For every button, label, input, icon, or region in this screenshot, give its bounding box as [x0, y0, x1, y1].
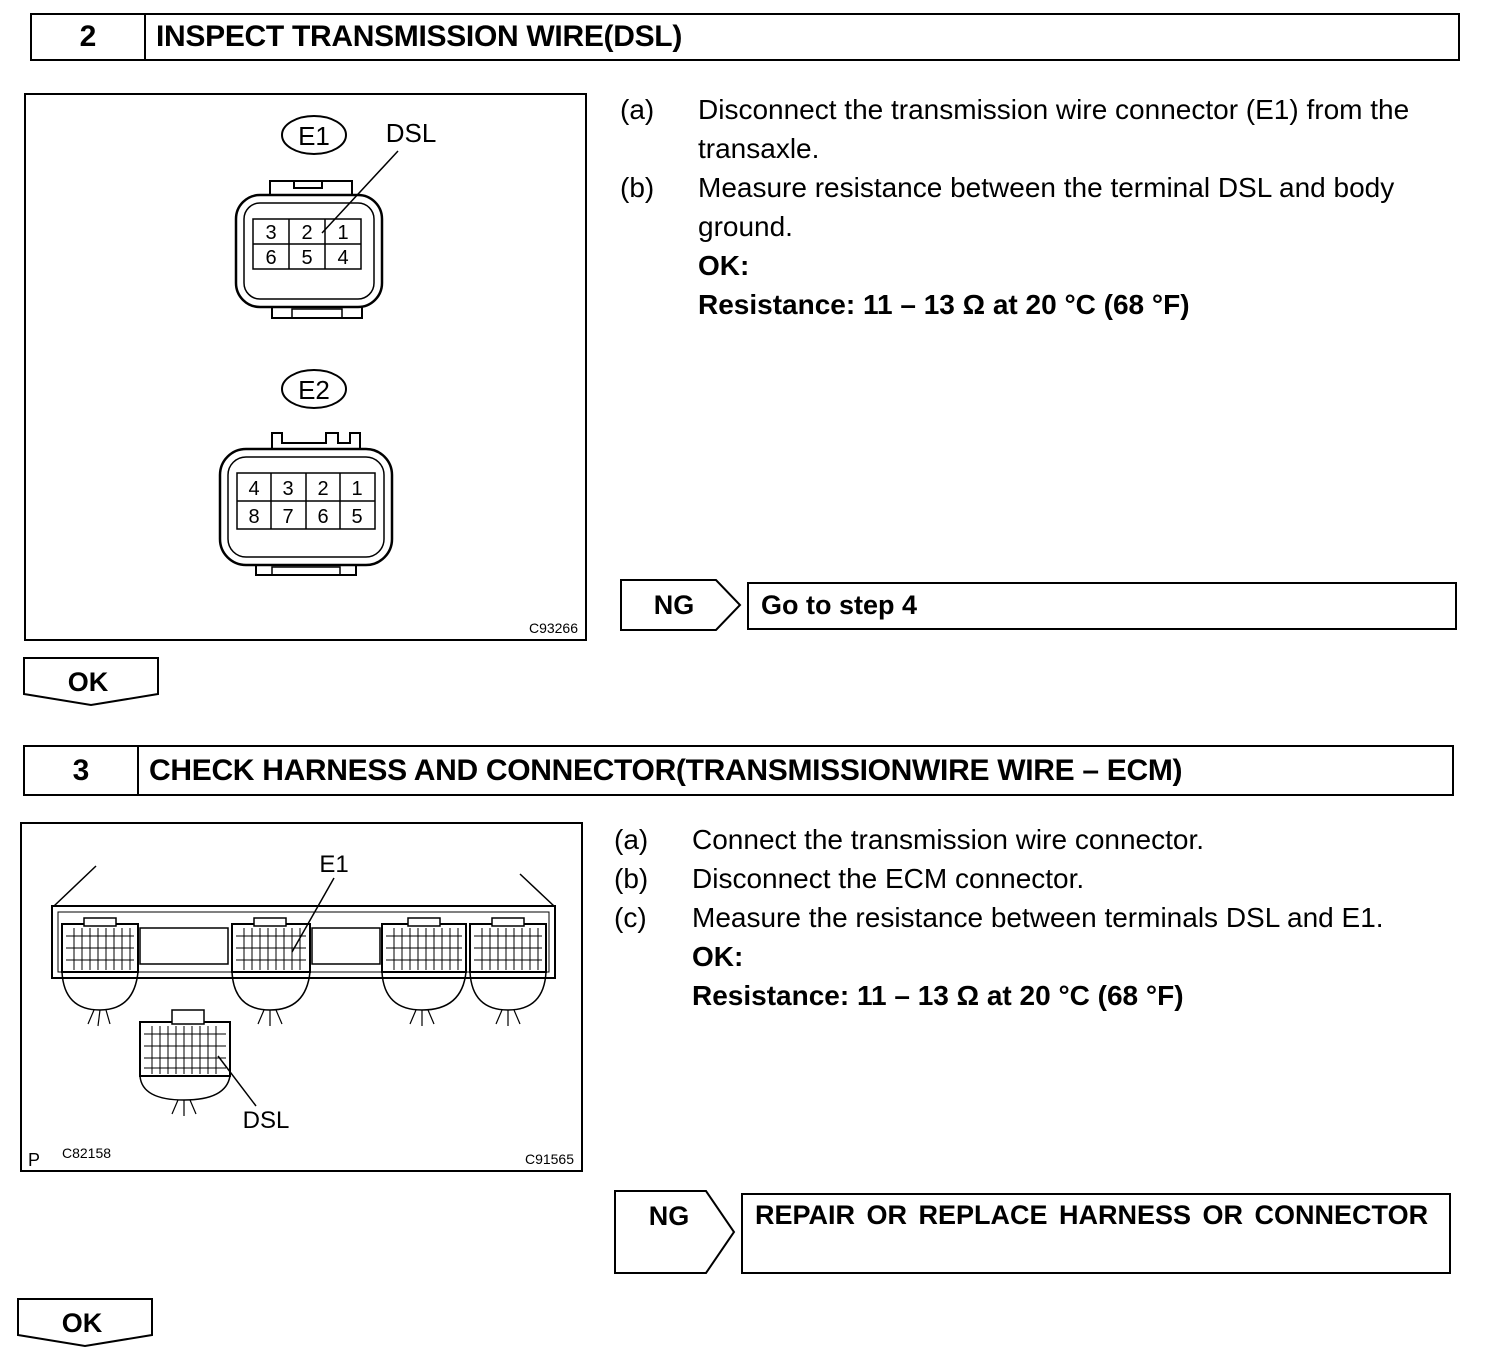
instruction-text: Connect the transmission wire connector.: [692, 824, 1205, 855]
step2-figure: [24, 93, 587, 641]
instruction-label: (a): [614, 824, 649, 855]
ng-action-text: Go to step 4: [761, 590, 918, 620]
ng-action-text: REPAIR OR REPLACE HARNESS OR CONNECTOR: [755, 1200, 1429, 1230]
figure-code: C93266: [528, 620, 578, 636]
step2-header: [30, 13, 1460, 61]
e2-pin: 3: [282, 478, 294, 500]
e2-pin: 5: [351, 506, 363, 528]
instruction-item: [614, 820, 1474, 859]
e2-pin: 6: [317, 506, 329, 528]
e1-pin: 1: [337, 222, 349, 244]
dsl-pointer-label: DSL: [385, 118, 437, 148]
step3-header: [23, 745, 1454, 796]
ng-label: NG: [648, 1201, 690, 1231]
step2-title: INSPECT TRANSMISSION WIRE(DSL): [156, 20, 683, 53]
ok-condition-label: OK:: [692, 941, 744, 972]
e1-label: E1: [319, 851, 349, 878]
ng-label: NG: [653, 590, 695, 620]
e2-pin: 1: [351, 478, 363, 500]
step3-instructions: [614, 820, 1474, 1015]
ng-arrow[interactable]: [620, 578, 744, 632]
ng-action-box[interactable]: [741, 1193, 1451, 1274]
e1-pin: 6: [265, 247, 277, 269]
instruction-item: [614, 859, 1474, 898]
step3-number: 3: [25, 747, 139, 794]
figure-code-right: C91565: [524, 1151, 574, 1167]
instruction-item: [620, 168, 1470, 246]
ok-arrow[interactable]: [16, 1297, 156, 1349]
instruction-text: Measure the resistance between terminals DSL and E1.: [692, 902, 1384, 933]
step2-instructions: [620, 90, 1470, 324]
figure-code-left: C82158: [62, 1145, 112, 1161]
ecm-diagram: [22, 824, 581, 1170]
step3-title: CHECK HARNESS AND CONNECTOR(TRANSMISSIONWIRE WIRE – ECM): [149, 753, 1183, 787]
e1-pin: 4: [337, 247, 349, 269]
instruction-label: (a): [620, 94, 655, 125]
instruction-label: (b): [614, 863, 649, 894]
e1-pin: 2: [301, 222, 313, 244]
e2-pin: 8: [248, 506, 260, 528]
instruction-item: [620, 90, 1470, 168]
p-label: P: [28, 1150, 41, 1170]
ok-arrow-label: OK: [61, 1308, 103, 1338]
instruction-label: (b): [620, 172, 655, 203]
step2-number: 2: [32, 15, 146, 59]
step3-figure: [20, 822, 583, 1172]
e1-pin: 3: [265, 222, 277, 244]
e2-pin: 7: [282, 506, 294, 528]
instruction-label: (c): [614, 902, 647, 933]
ng-arrow[interactable]: [614, 1189, 738, 1275]
ok-arrow[interactable]: [22, 656, 162, 708]
ok-condition-label: OK:: [698, 250, 750, 281]
instruction-text: Measure resistance between the terminal DSL and body ground.: [698, 172, 1395, 242]
ng-action-box[interactable]: [747, 582, 1457, 630]
e2-pin: 2: [317, 478, 329, 500]
ok-arrow-label: OK: [67, 667, 109, 697]
dsl-label: DSL: [242, 1107, 290, 1134]
instruction-text: Disconnect the ECM connector.: [692, 863, 1085, 894]
instruction-text: Disconnect the transmission wire connector (E1) from the transaxle.: [698, 94, 1410, 164]
resistance-spec: Resistance: 11 – 13 Ω at 20 °C (68 °F): [692, 980, 1184, 1011]
connector-diagram: [26, 95, 585, 639]
e1-connector-label: E1: [298, 121, 330, 151]
resistance-spec: Resistance: 11 – 13 Ω at 20 °C (68 °F): [698, 289, 1190, 320]
instruction-item: [614, 898, 1474, 937]
e1-pin: 5: [301, 247, 313, 269]
e2-pin: 4: [248, 478, 260, 500]
e2-connector-label: E2: [298, 375, 330, 405]
